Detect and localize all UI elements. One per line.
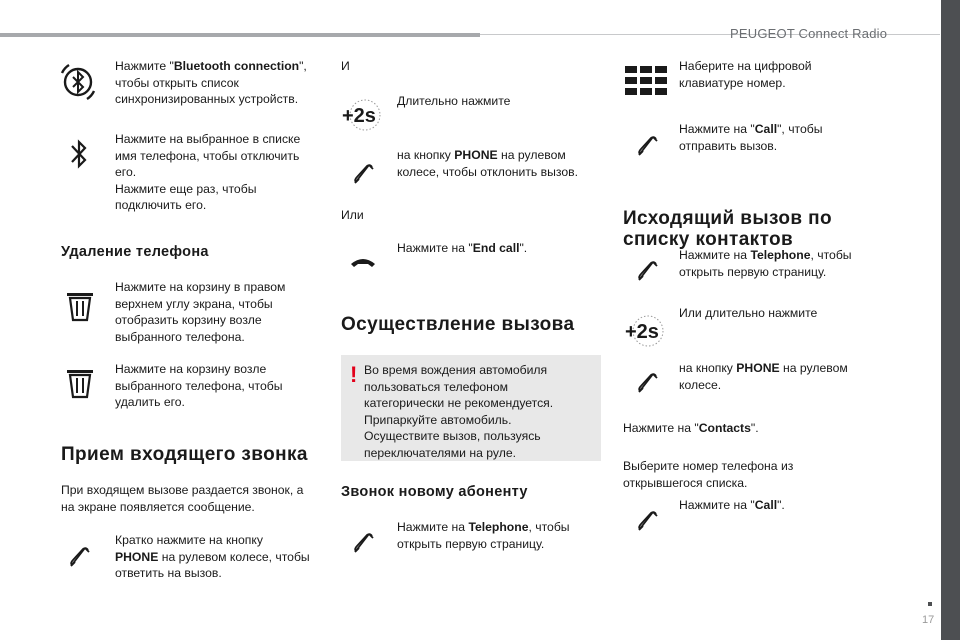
bluetooth-paragraph: Нажмите "Bluetooth connection", чтобы открыть список синхронизированных устройств. <box>115 59 307 106</box>
end-call-text: Нажмите на "End call". <box>397 241 528 255</box>
dial-paragraph: Наберите на цифровой клавиатуре номер. <box>679 59 812 90</box>
phone-icon <box>636 509 660 533</box>
trash-paragraph-1: Нажмите на корзину в правом верхнем углу экрана, чтобы отобразить корзину возле выбранного телефона. <box>115 280 286 344</box>
svg-text:+2s: +2s <box>625 321 659 343</box>
call-text-2: Нажмите на "Call". <box>679 498 785 512</box>
trash-icon <box>66 367 94 399</box>
heading-delete-phone: Удаление телефона <box>61 244 209 260</box>
heading-new-contact: Звонок новому абоненту <box>341 484 528 500</box>
top-rule <box>0 33 480 37</box>
bluetooth-icon <box>68 137 90 171</box>
trash-icon <box>66 290 94 322</box>
phone-icon <box>352 531 376 555</box>
choose-number-paragraph: Выберите номер телефона из открывшегося списка. <box>623 459 794 490</box>
long-press-text: Длительно нажмите <box>397 94 511 108</box>
phone-icon <box>636 259 660 283</box>
telephone-paragraph-2: Нажмите на Telephone, чтобы открыть первую страницу. <box>679 248 852 279</box>
short-press-paragraph: Кратко нажмите на кнопку PHONE на рулевом колесе, чтобы ответить на вызов. <box>115 533 310 580</box>
trash-paragraph-2: Нажмите на корзину возле выбранного телефона, чтобы удалить его. <box>115 362 283 409</box>
heading-incoming-call: Прием входящего звонка <box>61 444 308 465</box>
reject-call-paragraph: на кнопку PHONE на рулевом колесе, чтобы отклонить вызов. <box>397 148 578 179</box>
telephone-paragraph: Нажмите на Telephone, чтобы открыть первую страницу. <box>397 520 570 551</box>
hang-up-icon <box>348 252 378 272</box>
or-text: Или <box>341 208 364 222</box>
page-dot <box>928 602 932 606</box>
contacts-text: Нажмите на "Contacts". <box>623 421 759 435</box>
phone-icon <box>68 545 92 569</box>
select-phone-paragraph: Нажмите на выбранное в списке имя телефона, чтобы отключить его. Нажмите еще раз, чтобы подключить его. <box>115 132 301 212</box>
long-press-2s-icon <box>341 97 381 133</box>
warning-icon: ! <box>350 362 358 387</box>
phone-icon <box>352 162 376 186</box>
heading-contacts-call: Исходящий вызов по списку контактов <box>623 208 832 250</box>
svg-text:+2s: +2s <box>342 105 376 127</box>
side-bar <box>941 0 960 640</box>
phone-icon <box>636 371 660 395</box>
or-long-press-text: Или длительно нажмите <box>679 306 818 320</box>
long-press-2s-icon <box>624 313 664 349</box>
incoming-paragraph: При входящем вызове раздается звонок, а на экране появляется сообщение. <box>61 483 304 514</box>
warning-text: Во время вождения автомобиля пользоваться телефоном категорически не рекомендуется. Припаркуйте автомобиль. Осуществите вызов, пользуясь переключателями на руле. <box>364 363 554 460</box>
phone-icon <box>636 134 660 158</box>
page-number: 17 <box>922 614 935 626</box>
phone-button-paragraph: на кнопку PHONE на рулевом колесе. <box>679 361 848 392</box>
page-header: PEUGEOT Connect Radio <box>730 26 888 41</box>
call-paragraph: Нажмите на "Call", чтобы отправить вызов. <box>679 122 823 153</box>
and-text: И <box>341 59 350 73</box>
bluetooth-connection-icon <box>57 61 99 103</box>
keypad-icon <box>625 66 667 96</box>
heading-making-call: Осуществление вызова <box>341 314 575 335</box>
